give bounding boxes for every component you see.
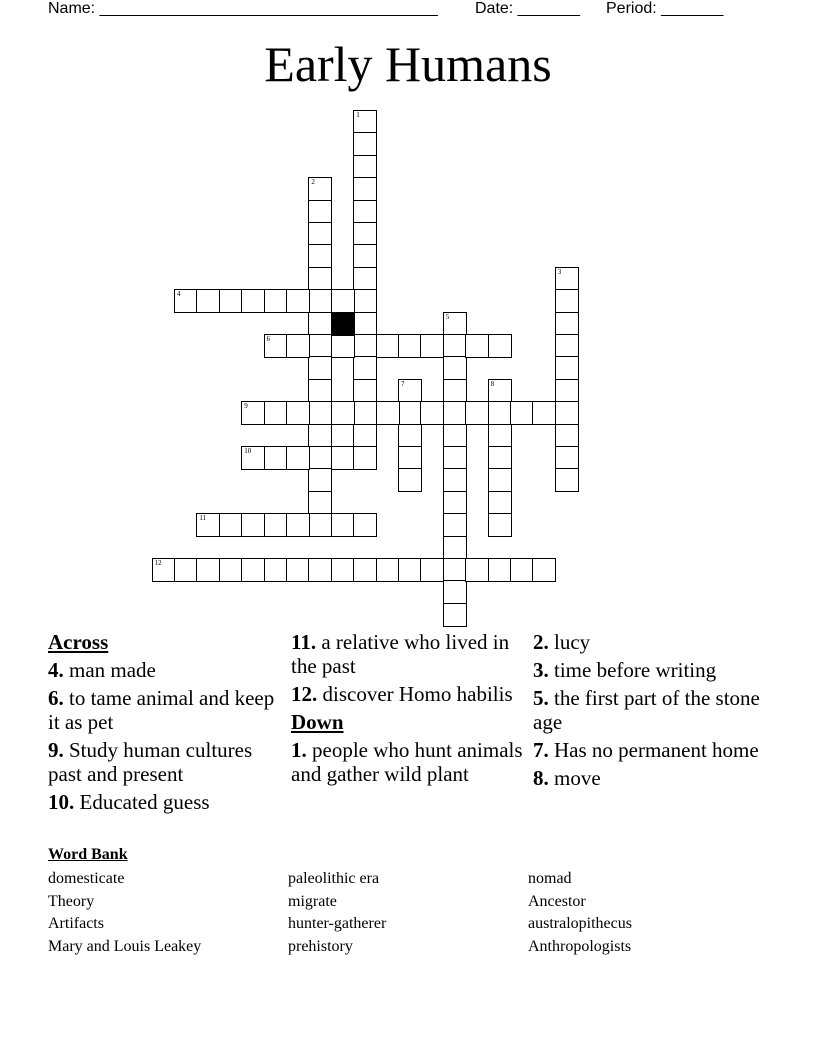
crossword-cell[interactable]	[331, 558, 355, 582]
cell-number: 11	[199, 514, 207, 523]
crossword-cell[interactable]	[443, 356, 467, 380]
crossword-cell[interactable]	[555, 289, 579, 313]
across-heading: Across	[48, 630, 109, 654]
crossword-cell[interactable]	[353, 379, 377, 403]
cell-number: 7	[401, 379, 405, 388]
crossword-cell[interactable]	[308, 513, 332, 537]
name-field[interactable]: Name: ______________________________________	[48, 0, 438, 17]
crossword-cell[interactable]	[308, 312, 332, 336]
down-heading: Down	[291, 710, 344, 734]
crossword-cell[interactable]	[174, 289, 198, 313]
crossword-cell[interactable]	[488, 513, 512, 537]
clue-across-4: 4. man made	[48, 658, 156, 682]
crossword-cell[interactable]	[353, 424, 377, 448]
crossword-cell[interactable]	[353, 356, 377, 380]
crossword-cell[interactable]	[264, 513, 288, 537]
clue-down-7: 7. Has no permanent home	[533, 738, 759, 762]
crossword-cell[interactable]	[308, 200, 332, 224]
crossword-cell[interactable]	[308, 267, 332, 291]
crossword-cell[interactable]	[376, 334, 400, 358]
cell-number: 3	[557, 267, 562, 276]
period-field[interactable]: Period: _______	[606, 0, 724, 17]
cell-number: 4	[177, 290, 181, 299]
crossword-cell[interactable]	[443, 312, 467, 336]
crossword-cell[interactable]	[376, 401, 400, 425]
crossword-cell[interactable]	[308, 177, 332, 201]
crossword-cell[interactable]	[443, 401, 467, 425]
crossword-cell[interactable]	[555, 379, 579, 403]
word-bank-item: Mary and Louis Leakey	[48, 938, 202, 956]
crossword-cell[interactable]	[353, 401, 377, 425]
clues-column-3	[533, 630, 763, 794]
crossword-cell[interactable]	[488, 334, 512, 358]
word-bank-item: paleolithic era	[288, 870, 380, 887]
crossword-cell[interactable]	[286, 446, 310, 470]
clue-down-1: 1. people who hunt animals and gather wild plant	[291, 738, 523, 786]
crossword-cell[interactable]	[488, 424, 512, 448]
crossword-cell[interactable]	[443, 468, 467, 492]
crossword-cell[interactable]	[510, 401, 534, 425]
crossword-cell[interactable]	[443, 603, 467, 627]
crossword-cell[interactable]	[465, 401, 489, 425]
crossword-cell[interactable]	[353, 222, 377, 246]
clue-across-12: 12. discover Homo habilis	[291, 682, 513, 706]
crossword-cell[interactable]	[308, 491, 332, 515]
crossword-cell[interactable]	[286, 558, 310, 582]
cell-number: 5	[445, 312, 450, 321]
crossword-cell[interactable]	[308, 424, 332, 448]
crossword-cell[interactable]	[353, 110, 377, 134]
word-bank-item: migrate	[288, 892, 337, 910]
crossword-cell[interactable]	[308, 379, 332, 403]
crossword-cell[interactable]	[264, 558, 288, 582]
word-bank-item: Anthropologists	[528, 938, 632, 956]
crossword-cell[interactable]	[443, 491, 467, 515]
cell-number: 12	[154, 559, 162, 567]
clue-across-11: 11. a relative who lived in the past	[291, 630, 510, 678]
crossword-cell[interactable]	[219, 513, 243, 537]
crossword-cell[interactable]	[241, 513, 265, 537]
word-bank-item: Theory	[48, 892, 95, 910]
crossword-cell[interactable]	[308, 558, 332, 582]
word-bank-item: domesticate	[48, 870, 125, 887]
clue-down-3: 3. time before writing	[533, 658, 717, 682]
crossword-cell[interactable]	[465, 558, 489, 582]
clues-column-1	[48, 630, 278, 818]
clues-column-2	[291, 630, 523, 790]
word-bank-column-1	[48, 868, 201, 959]
crossword-cell[interactable]	[174, 558, 198, 582]
crossword-cell[interactable]	[420, 334, 444, 358]
crossword-cell[interactable]	[308, 401, 332, 425]
crossword-cell[interactable]	[308, 356, 332, 380]
word-bank-item: Artifacts	[48, 915, 104, 933]
crossword-cell[interactable]	[353, 446, 377, 470]
date-field[interactable]: Date: _______	[475, 0, 580, 17]
crossword-cell[interactable]	[331, 289, 355, 313]
crossword-cell[interactable]	[264, 401, 288, 425]
crossword-cell[interactable]	[488, 379, 512, 403]
crossword-cell[interactable]	[555, 267, 579, 291]
word-bank-column-2	[288, 868, 386, 959]
crossword-cell[interactable]	[555, 334, 579, 358]
crossword-cell[interactable]	[555, 468, 579, 492]
crossword-cell[interactable]	[555, 446, 579, 470]
crossword-cell[interactable]	[331, 446, 355, 470]
crossword-cell[interactable]	[443, 558, 467, 582]
crossword-cell[interactable]	[443, 424, 467, 448]
crossword-cell[interactable]	[465, 334, 489, 358]
crossword-cell[interactable]	[219, 289, 243, 313]
crossword-cell[interactable]	[353, 244, 377, 268]
clue-down-5: 5. the first part of the stone age	[533, 686, 760, 734]
word-bank-title: Word Bank	[48, 846, 128, 863]
crossword-cell[interactable]	[286, 334, 310, 358]
crossword-cell[interactable]	[353, 334, 377, 358]
crossword-cell[interactable]	[241, 289, 265, 313]
crossword-cell[interactable]	[353, 513, 377, 537]
crossword-cell[interactable]	[420, 401, 444, 425]
crossword-cell[interactable]	[555, 424, 579, 448]
crossword-cell[interactable]	[443, 334, 467, 358]
crossword-cell[interactable]	[443, 379, 467, 403]
crossword-cell[interactable]	[353, 289, 377, 313]
crossword-cell[interactable]	[264, 334, 288, 358]
crossword-cell[interactable]	[241, 401, 265, 425]
crossword-cell[interactable]	[398, 558, 422, 582]
clue-down-8: 8. move	[533, 766, 601, 790]
crossword-cell[interactable]	[196, 289, 220, 313]
crossword-cell[interactable]	[241, 446, 265, 470]
crossword-cell[interactable]	[420, 558, 444, 582]
crossword-cell[interactable]	[264, 446, 288, 470]
crossword-cell[interactable]	[353, 132, 377, 156]
crossword-cell[interactable]	[510, 558, 534, 582]
crossword-cell[interactable]	[241, 558, 265, 582]
crossword-cell[interactable]	[488, 558, 512, 582]
crossword-cell[interactable]	[488, 468, 512, 492]
crossword-cell[interactable]	[398, 446, 422, 470]
crossword-cell[interactable]	[398, 379, 422, 403]
crossword-cell[interactable]	[353, 558, 377, 582]
crossword-cell[interactable]	[196, 513, 220, 537]
crossword-cell[interactable]	[308, 446, 332, 470]
crossword-cell[interactable]	[443, 536, 467, 560]
crossword-black-cell	[331, 312, 355, 336]
clue-across-6: 6. to tame animal and keep it as pet	[48, 686, 275, 734]
crossword-cell[interactable]	[443, 580, 467, 604]
crossword-cell[interactable]	[555, 312, 579, 336]
cell-number: 2	[311, 178, 315, 187]
crossword-cell[interactable]	[376, 558, 400, 582]
word-bank-item: Ancestor	[528, 892, 586, 910]
clue-down-2: 2. lucy	[533, 630, 591, 654]
crossword-cell[interactable]	[308, 222, 332, 246]
crossword-cell[interactable]	[308, 244, 332, 268]
crossword-cell[interactable]	[331, 334, 355, 358]
page-title: Early Humans	[264, 36, 552, 92]
crossword-cell[interactable]	[398, 401, 422, 425]
word-bank-item: nomad	[528, 870, 572, 887]
word-bank-column-3	[528, 868, 632, 959]
clue-across-10: 10. Educated guess	[48, 790, 210, 814]
crossword-cell[interactable]	[398, 468, 422, 492]
crossword-cell[interactable]	[488, 401, 512, 425]
crossword-cell[interactable]	[286, 513, 310, 537]
crossword-cell[interactable]	[555, 356, 579, 380]
crossword-cell[interactable]	[488, 446, 512, 470]
cell-number: 6	[266, 335, 271, 343]
crossword-cell[interactable]	[353, 200, 377, 224]
crossword-cell[interactable]	[308, 334, 332, 358]
crossword-cell[interactable]	[219, 558, 243, 582]
cell-number: 9	[244, 402, 248, 411]
crossword-cell[interactable]	[196, 558, 220, 582]
word-bank-item: prehistory	[288, 938, 353, 956]
cell-number: 1	[356, 111, 360, 119]
cell-number: 8	[490, 379, 495, 388]
crossword-cell[interactable]	[331, 401, 355, 425]
crossword-cell[interactable]	[308, 289, 332, 313]
crossword-cell[interactable]	[331, 513, 355, 537]
crossword-cell[interactable]	[532, 401, 556, 425]
crossword-cell[interactable]	[353, 267, 377, 291]
crossword-cell[interactable]	[152, 558, 176, 582]
crossword-cell[interactable]	[353, 312, 377, 336]
crossword-cell[interactable]	[443, 446, 467, 470]
crossword-cell[interactable]	[555, 401, 579, 425]
crossword-cell[interactable]	[443, 513, 467, 537]
crossword-cell[interactable]	[488, 491, 512, 515]
crossword-cell[interactable]	[398, 334, 422, 358]
crossword-cell[interactable]	[398, 424, 422, 448]
crossword-cell[interactable]	[264, 289, 288, 313]
crossword-cell[interactable]	[532, 558, 556, 582]
crossword-cell[interactable]	[286, 401, 310, 425]
crossword-cell[interactable]	[286, 289, 310, 313]
crossword-cell[interactable]	[353, 177, 377, 201]
cell-number: 10	[244, 447, 252, 455]
crossword-cell[interactable]	[308, 468, 332, 492]
word-bank-item: australopithecus	[528, 915, 632, 933]
crossword-cell[interactable]	[353, 155, 377, 179]
word-bank-item: hunter-gatherer	[288, 915, 387, 933]
clue-across-9: 9. Study human cultures past and present	[48, 738, 253, 786]
